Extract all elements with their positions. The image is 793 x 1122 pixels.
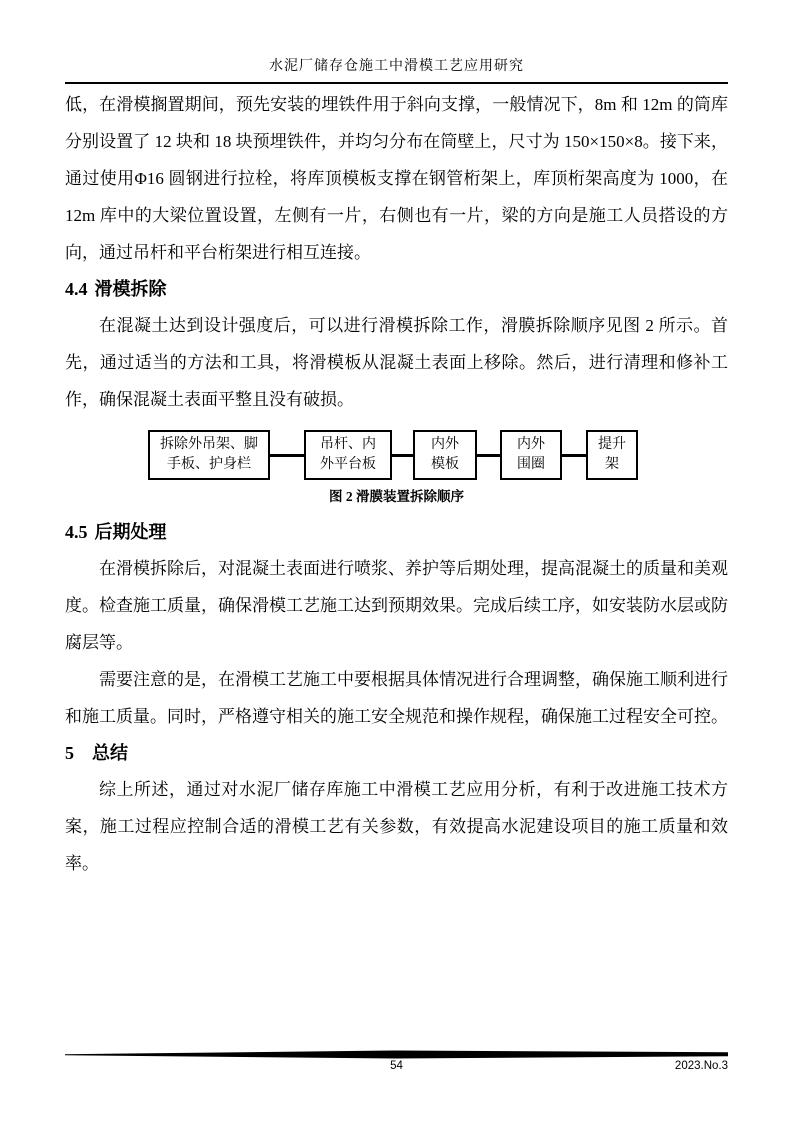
section-4-4-paragraph: 在混凝土达到设计强度后，可以进行滑模拆除工作，滑膜拆除顺序见图 2 所示。首先，通过适当的方法和工具，将滑模板从混凝土表面上移除。然后，进行清理和修补工作，确保混凝土表面平整且没有破损。 bbox=[65, 316, 728, 409]
flow-box-lifting-frame bbox=[586, 430, 638, 480]
flow-connector bbox=[392, 454, 413, 457]
section-number: 4.4 bbox=[65, 279, 88, 299]
flow-connector bbox=[477, 454, 500, 457]
figure-2-flow-diagram bbox=[148, 430, 728, 480]
body-paragraph-continuation: 低，在滑模搁置期间，预先安装的埋铁件用于斜向支撑，一般情况下，8m 和 12m 的筒库分别设置了 12 块和 18 块预埋铁件，并均匀分布在筒壁上，尺寸为 150×150×8。接下来，通过使用Φ16 圆钢进行拉栓，将库顶模板支撑在钢管桁架上，库顶桁架高度为 1000，在 12m 库中的大梁位置设置，左侧有一片，右侧也有一片，梁的方向是施工人员搭设的方向，通过吊杆和平台桁架进行相互连接。 bbox=[65, 95, 728, 262]
footer-decorative-rule bbox=[65, 1050, 728, 1059]
flow-box-line: 模板 bbox=[431, 457, 459, 472]
section-number: 4.5 bbox=[65, 522, 88, 542]
section-title: 后期处理 bbox=[94, 522, 167, 542]
flow-box-line: 架 bbox=[605, 457, 619, 472]
section-5-paragraph: 综上所述，通过对水泥厂储存库施工中滑模工艺应用分析，有利于改进施工技术方案，施工过程应控制合适的滑模工艺有关参数，有效提高水泥建设项目的施工质量和效率。 bbox=[65, 780, 728, 873]
flow-box-line: 手板、护身栏 bbox=[167, 457, 251, 472]
page-content bbox=[65, 86, 728, 882]
section-title: 总结 bbox=[92, 743, 128, 763]
section-4-5-paragraph-2: 需要注意的是，在滑模工艺施工中要根据具体情况进行合理调整，确保施工顺利进行和施工质量。同时，严格遵守相关的施工安全规范和操作规程，确保施工过程安全可控。 bbox=[65, 670, 728, 726]
section-number: 5 bbox=[65, 743, 74, 763]
running-head-title: 水泥厂储存仓施工中滑模工艺应用研究 bbox=[65, 55, 728, 84]
flow-box-line: 拆除外吊架、脚 bbox=[160, 437, 258, 452]
section-title: 滑模拆除 bbox=[94, 279, 167, 299]
flow-box-line: 提升 bbox=[598, 437, 626, 452]
flow-box-line: 内外 bbox=[431, 437, 459, 452]
flow-connector bbox=[562, 454, 586, 457]
journal-issue: 2023.No.3 bbox=[674, 1060, 728, 1072]
section-4-5-paragraph-1: 在滑模拆除后，对混凝土表面进行喷浆、养护等后期处理，提高混凝土的质量和美观度。检查施工质量，确保滑模工艺施工达到预期效果。完成后续工序，如安装防水层或防腐层等。 bbox=[65, 559, 728, 652]
section-heading-5 bbox=[65, 735, 728, 771]
flow-box-hanger-rods-platform bbox=[304, 430, 392, 480]
flow-box-formwork bbox=[413, 430, 477, 480]
flow-box-line: 吊杆、内 bbox=[320, 437, 376, 452]
flow-box-rings bbox=[500, 430, 562, 480]
page-number: 54 bbox=[390, 1060, 403, 1072]
flow-box-line: 外平台板 bbox=[320, 457, 376, 472]
flow-box-line: 围圈 bbox=[517, 457, 545, 472]
section-heading-4-4 bbox=[65, 271, 728, 307]
footer bbox=[65, 1060, 728, 1078]
figure-2-caption: 图 2 滑膜装置拆除顺序 bbox=[329, 489, 464, 504]
flow-box-dismantle-hangers bbox=[148, 430, 270, 480]
flow-box-line: 内外 bbox=[517, 437, 545, 452]
flow-connector bbox=[270, 454, 304, 457]
section-heading-4-5 bbox=[65, 514, 728, 550]
